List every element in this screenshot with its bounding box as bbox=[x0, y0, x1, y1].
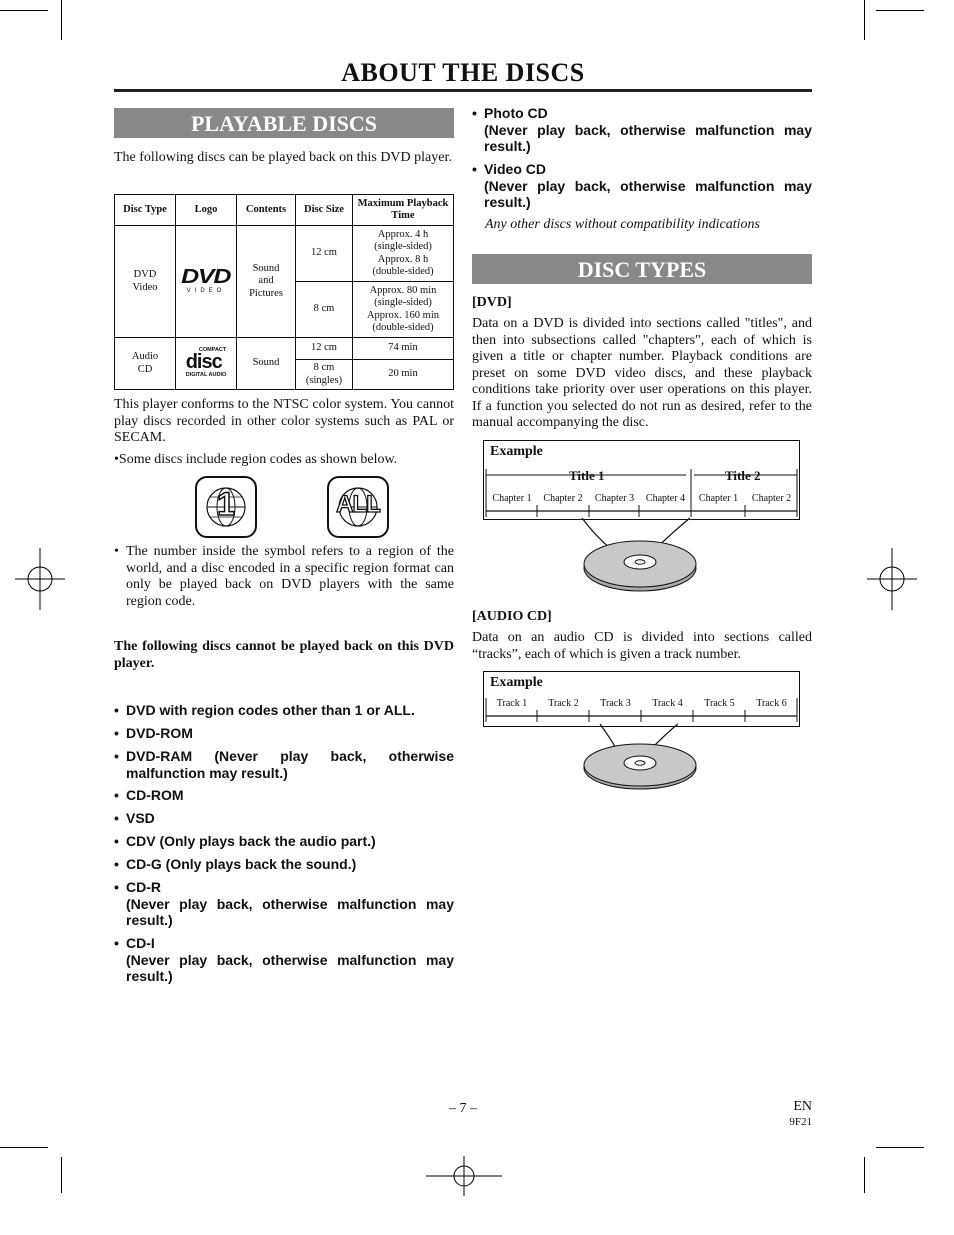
disc-types-heading: DISC TYPES bbox=[472, 254, 812, 284]
registration-mark-left bbox=[10, 548, 70, 610]
dvd-section-label: [DVD] bbox=[472, 295, 512, 310]
cd-size-8-text: 8 cm (singles) bbox=[305, 362, 343, 386]
col-logo: Logo bbox=[176, 195, 237, 226]
title-chapter-diagram bbox=[484, 441, 799, 519]
chapter-label: Chapter 1 bbox=[698, 493, 739, 504]
page-number: – 7 – bbox=[449, 1101, 477, 1116]
dvd-video-logo bbox=[181, 265, 231, 295]
crop-mark bbox=[61, 1157, 62, 1193]
col-playback-time: Maximum Playback Time bbox=[353, 195, 454, 226]
col-disc-size: Disc Size bbox=[296, 195, 353, 226]
dvd-size-8: 8 cm bbox=[296, 282, 353, 338]
list-item-text: DVD with region codes other than 1 or ALL. bbox=[126, 702, 415, 718]
chapter-label: Chapter 2 bbox=[751, 493, 792, 504]
track-label: Track 4 bbox=[652, 698, 683, 709]
cd-size-12: 12 cm bbox=[296, 338, 353, 360]
list-item-text: Video CD bbox=[484, 161, 546, 177]
bullet-dot: • bbox=[114, 544, 119, 559]
time-line: Approx. 8 h bbox=[377, 253, 429, 265]
list-item-note: (Never play back, otherwise malfunction may result.) bbox=[484, 177, 812, 210]
language-code: EN bbox=[793, 1099, 812, 1114]
time-line: Approx. 80 min bbox=[369, 284, 437, 296]
list-item: • CD-R (Never play back, otherwise malfunction may result.) bbox=[114, 879, 454, 928]
list-item-note: (Never play back, otherwise malfunction may result.) bbox=[126, 951, 454, 984]
bullet-dot: • bbox=[114, 452, 119, 467]
list-item-text: DVD-ROM bbox=[126, 725, 193, 741]
cannot-heading: The following discs cannot be played back on this DVD player. bbox=[114, 639, 454, 671]
col-contents: Contents bbox=[237, 195, 296, 226]
list-item-text: CD-I bbox=[126, 935, 155, 951]
chapter-label: Chapter 2 bbox=[543, 493, 583, 504]
dvd-logo-sub: VIDEO bbox=[186, 287, 226, 294]
time-line: Approx. 4 h bbox=[377, 228, 429, 240]
dvd-example-box bbox=[483, 440, 800, 520]
list-item-text: CDV (Only plays back the audio part.) bbox=[126, 833, 376, 849]
list-item: • DVD-RAM (Never play back, otherwise malfunction may result.) bbox=[114, 748, 454, 781]
list-item: • DVD with region codes other than 1 or ALL. bbox=[114, 702, 454, 719]
dvd-time-8 bbox=[353, 282, 454, 338]
dvd-logo-cell bbox=[176, 226, 237, 338]
track-label: Track 6 bbox=[756, 698, 787, 709]
dvd-time-12 bbox=[353, 226, 454, 282]
time-line: (double-sided) bbox=[372, 322, 434, 333]
playable-discs-heading: PLAYABLE DISCS bbox=[114, 108, 454, 138]
region-note-text: The number inside the symbol refers to a region of the world, and a disc encoded in a specific region format can only be played back on DVD players with the same region code. bbox=[126, 544, 454, 609]
audio-cd-section-label: [AUDIO CD] bbox=[472, 609, 552, 624]
time-line: (single-sided) bbox=[374, 297, 432, 308]
cd-logo-cell bbox=[176, 338, 237, 390]
other-discs-note: Any other discs without compatibility indications bbox=[485, 217, 760, 232]
compact-disc-logo bbox=[186, 346, 227, 379]
dvd-disc-illustration bbox=[560, 512, 720, 594]
cd-time-8: 20 min bbox=[353, 360, 454, 390]
region-note bbox=[114, 544, 454, 610]
cd-size-8 bbox=[296, 360, 353, 390]
list-item-video-cd: • Video CD (Never play back, otherwise malfunction may result.) bbox=[472, 161, 812, 210]
list-item-text: CD-G (Only plays back the sound.) bbox=[126, 856, 357, 872]
chapter-label: Chapter 3 bbox=[594, 493, 635, 504]
disc-table bbox=[114, 194, 454, 390]
list-item-text: Photo CD bbox=[484, 105, 548, 121]
crop-mark bbox=[864, 1157, 865, 1193]
ntsc-text: This player conforms to the NTSC color system. You cannot play discs recorded in other color systems such as PAL or SECAM. bbox=[114, 397, 454, 445]
cd-contents: Sound bbox=[237, 338, 296, 390]
registration-mark-right bbox=[862, 548, 922, 610]
track-label: Track 3 bbox=[600, 698, 631, 709]
table-row bbox=[115, 338, 454, 360]
dvd-logo-text: DVD bbox=[181, 265, 231, 288]
list-item: • CD-I (Never play back, otherwise malfunction may result.) bbox=[114, 935, 454, 984]
crop-mark bbox=[0, 1147, 48, 1148]
cd-disc-illustration bbox=[560, 718, 720, 792]
dvd-contents: Sound and Pictures bbox=[249, 262, 283, 299]
list-item-text: DVD-RAM (Never play back, otherwise malfunction may result.) bbox=[126, 748, 454, 781]
dvd-type: DVD Video bbox=[132, 269, 158, 293]
list-item: • CDV (Only plays back the audio part.) bbox=[114, 833, 454, 850]
playable-intro: The following discs can be played back on this DVD player. bbox=[114, 150, 452, 165]
registration-mark-bottom bbox=[426, 1156, 502, 1196]
table-row bbox=[115, 226, 454, 282]
cd-logo-top: COMPACT bbox=[198, 347, 227, 354]
chapter-label: Chapter 1 bbox=[492, 493, 532, 504]
crop-mark bbox=[61, 0, 62, 40]
crop-mark bbox=[864, 0, 865, 40]
chapter-label: Chapter 4 bbox=[645, 493, 686, 504]
example-label: Example bbox=[490, 675, 543, 690]
region-bullet bbox=[114, 452, 454, 469]
model-code: 9F21 bbox=[789, 1116, 812, 1128]
time-line: (single-sided) bbox=[374, 241, 432, 252]
list-item: • VSD bbox=[114, 810, 454, 827]
title-rule bbox=[114, 89, 812, 92]
list-item-text: CD-R bbox=[126, 879, 161, 895]
track-label: Track 2 bbox=[548, 698, 579, 709]
region-bullet-text: Some discs include region codes as shown below. bbox=[118, 452, 398, 467]
list-item-text: VSD bbox=[126, 810, 155, 826]
track-label: Track 5 bbox=[704, 698, 735, 709]
track-label: Track 1 bbox=[496, 698, 528, 709]
list-item: • CD-G (Only plays back the sound.) bbox=[114, 856, 454, 873]
audio-cd-description: Data on an audio CD is divided into sections called “tracks”, each of which is given a track number. bbox=[472, 630, 812, 662]
cd-type: Audio CD bbox=[131, 351, 159, 375]
time-line: (double-sided) bbox=[372, 266, 434, 277]
dvd-contents-cell bbox=[237, 226, 296, 338]
region-all-icon bbox=[327, 476, 389, 538]
crop-mark bbox=[876, 10, 924, 11]
cd-logo-main: disc bbox=[185, 351, 222, 374]
dvd-type-cell bbox=[115, 226, 176, 338]
page-title: ABOUT THE DISCS bbox=[341, 58, 585, 87]
list-item-photo-cd: • Photo CD (Never play back, otherwise malfunction may result.) bbox=[472, 105, 812, 154]
list-item-note: (Never play back, otherwise malfunction may result.) bbox=[484, 121, 812, 154]
list-item: • DVD-ROM bbox=[114, 725, 454, 742]
list-item-text: CD-ROM bbox=[126, 787, 184, 803]
cd-logo-sub: DIGITAL AUDIO bbox=[185, 372, 227, 379]
region-1-icon bbox=[195, 476, 257, 538]
example-label: Example bbox=[490, 444, 543, 459]
time-line: Approx. 160 min bbox=[366, 309, 440, 321]
table-header-row bbox=[115, 195, 454, 226]
title-1-label: Title 1 bbox=[569, 468, 605, 483]
region-code-all: ALL bbox=[336, 491, 380, 518]
dvd-size-12: 12 cm bbox=[296, 226, 353, 282]
col-disc-type: Disc Type bbox=[115, 195, 176, 226]
crop-mark bbox=[876, 1147, 924, 1148]
cd-time-12: 74 min bbox=[353, 338, 454, 360]
list-item-note: (Never play back, otherwise malfunction may result.) bbox=[126, 895, 454, 928]
region-code-1: 1 bbox=[217, 486, 235, 522]
crop-mark bbox=[0, 10, 48, 11]
dvd-description: Data on a DVD is divided into sections called "titles", and then into subsections called "chapters", each of which is given a title or chapter number. Playback conditions are preset on some DVD video discs, and these playback conditions take priority over user operations on this player. If a function you selected do not run as desired, refer to the manual accompanying the disc. bbox=[472, 316, 812, 430]
list-item: • CD-ROM bbox=[114, 787, 454, 804]
title-2-label: Title 2 bbox=[725, 468, 761, 483]
cd-type-cell bbox=[115, 338, 176, 390]
